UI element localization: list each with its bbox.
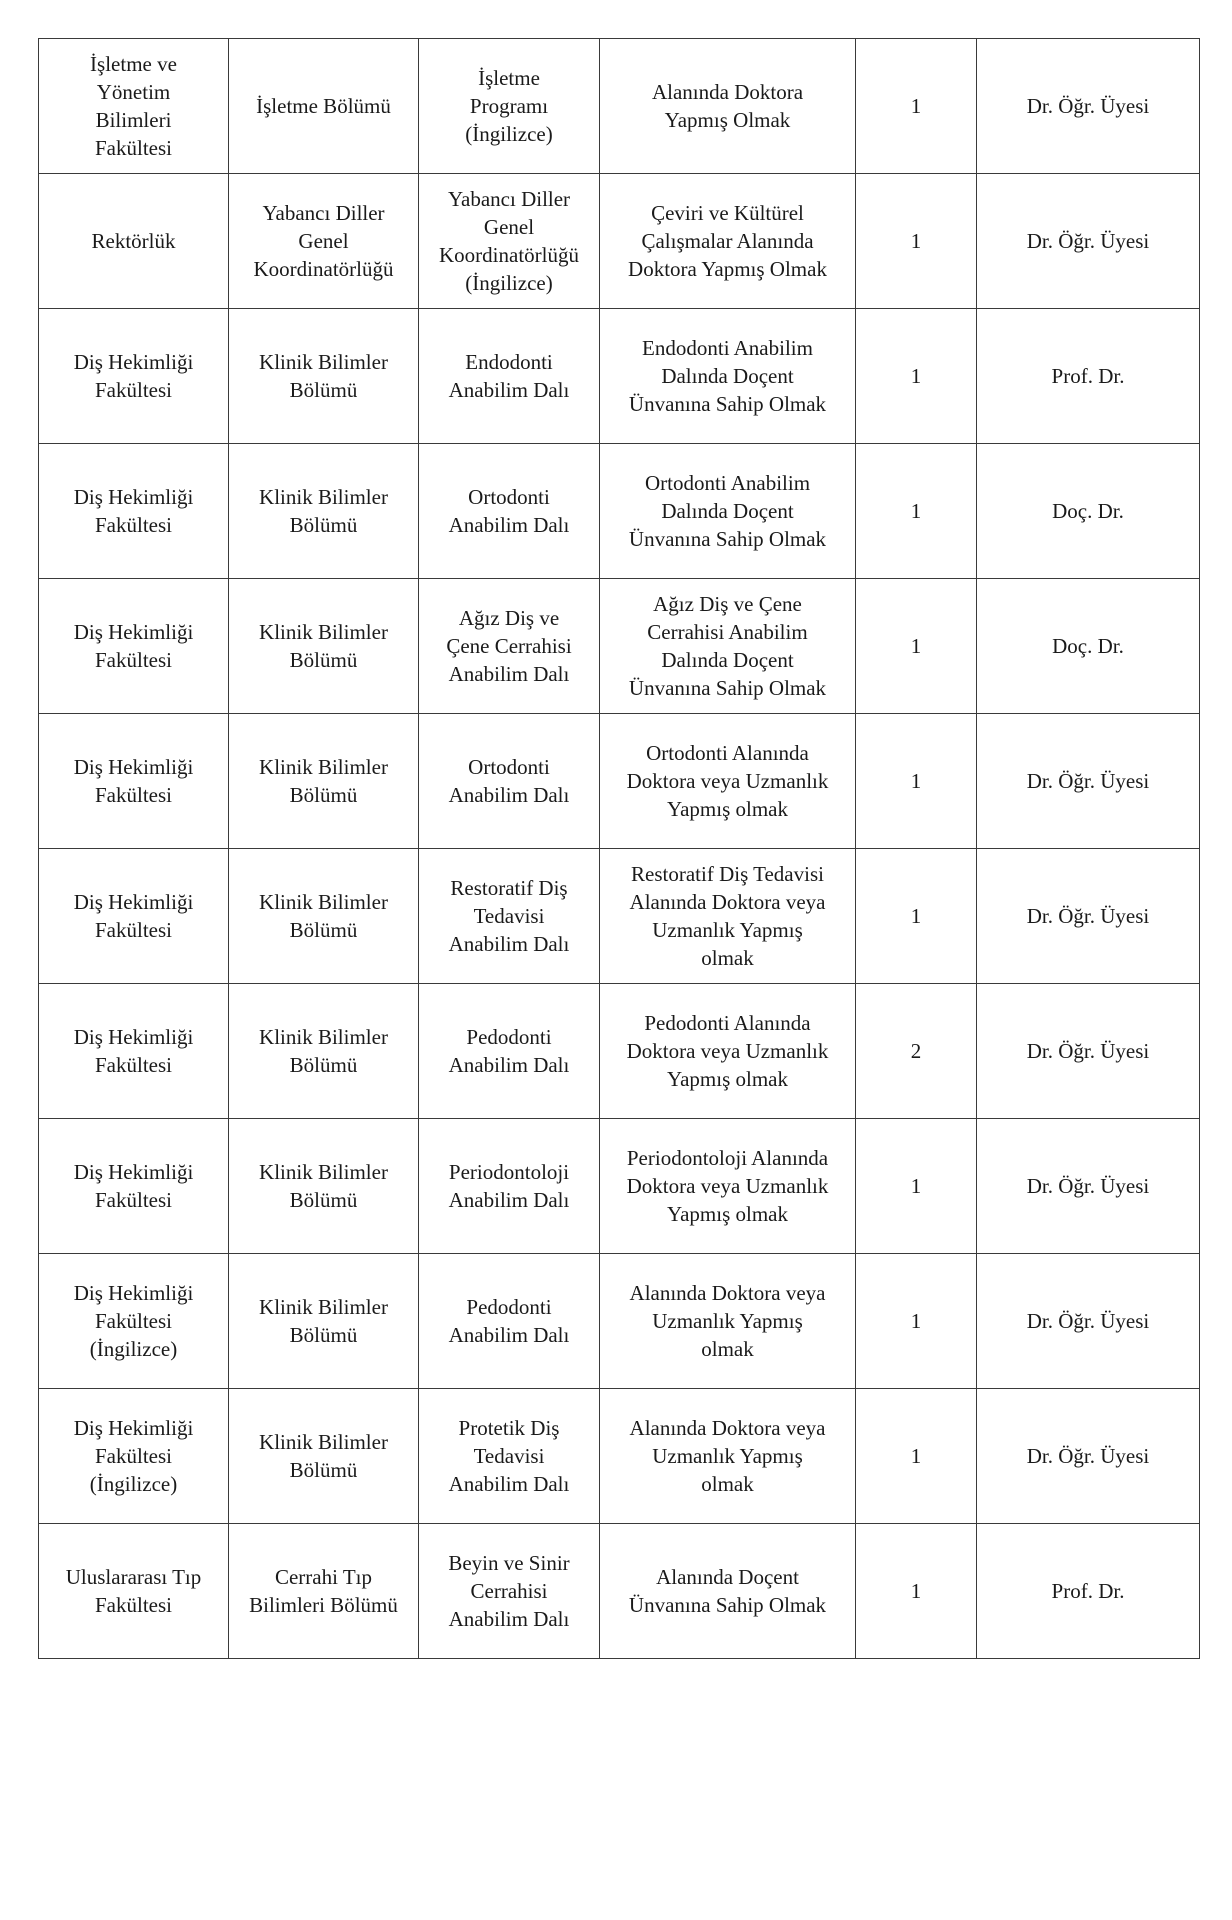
position-count-cell-text: 1 (910, 1309, 922, 1333)
position-count-cell-text: 1 (910, 1579, 922, 1603)
program-cell (419, 39, 600, 174)
program-cell (419, 1389, 600, 1524)
requirement-cell (600, 1524, 856, 1659)
requirement-cell-text: Pedodonti Alanında Doktora veya Uzmanlık Yapmış olmak (626, 1011, 829, 1091)
position-count-cell-text: 1 (910, 229, 922, 253)
table-row (39, 1389, 1200, 1524)
requirement-cell-text: Restoratif Diş Tedavisi Alanında Doktora veya Uzmanlık Yapmış olmak (629, 862, 826, 970)
faculty-cell-text: Diş Hekimliği Fakültesi (73, 485, 194, 537)
program-cell (419, 714, 600, 849)
department-cell (229, 579, 419, 714)
faculty-cell-text: Uluslararası Tıp Fakültesi (65, 1565, 202, 1617)
table-row (39, 1524, 1200, 1659)
requirement-cell (600, 39, 856, 174)
department-cell (229, 849, 419, 984)
table-row (39, 444, 1200, 579)
requirement-cell (600, 1254, 856, 1389)
department-cell-text: Yabancı Diller Genel Koordinatörlüğü (253, 201, 394, 281)
requirement-cell-text: Ortodonti Anabilim Dalında Doçent Ünvanına Sahip Olmak (628, 471, 827, 551)
program-cell-text: İşletme Programı (İngilizce) (465, 66, 553, 146)
academic-title-cell (977, 579, 1200, 714)
program-cell-text: Ağız Diş ve Çene Cerrahisi Anabilim Dalı (446, 606, 572, 686)
academic-title-cell-text: Prof. Dr. (1051, 364, 1125, 388)
table-row (39, 714, 1200, 849)
academic-title-cell (977, 1389, 1200, 1524)
academic-title-cell-text: Doç. Dr. (1052, 499, 1124, 523)
department-cell (229, 984, 419, 1119)
requirement-cell-text: Ortodonti Alanında Doktora veya Uzmanlık Yapmış olmak (626, 741, 829, 821)
department-cell-text: Cerrahi Tıp Bilimleri Bölümü (249, 1565, 398, 1617)
program-cell-text: Pedodonti Anabilim Dalı (448, 1295, 570, 1347)
academic-title-cell (977, 39, 1200, 174)
department-cell-text: İşletme Bölümü (256, 94, 391, 118)
program-cell (419, 1119, 600, 1254)
faculty-cell (39, 309, 229, 444)
table-row (39, 1254, 1200, 1389)
program-cell-text: Endodonti Anabilim Dalı (448, 350, 570, 402)
academic-title-cell (977, 714, 1200, 849)
requirement-cell (600, 579, 856, 714)
program-cell (419, 849, 600, 984)
department-cell-text: Klinik Bilimler Bölümü (259, 620, 388, 672)
department-cell-text: Klinik Bilimler Bölümü (259, 1160, 388, 1212)
faculty-cell (39, 1524, 229, 1659)
requirement-cell-text: Ağız Diş ve Çene Cerrahisi Anabilim Dalında Doçent Ünvanına Sahip Olmak (628, 592, 827, 700)
position-count-cell (856, 39, 977, 174)
table-body (39, 39, 1200, 1659)
department-cell-text: Klinik Bilimler Bölümü (259, 485, 388, 537)
academic-title-cell-text: Dr. Öğr. Üyesi (1026, 769, 1150, 793)
academic-title-cell (977, 984, 1200, 1119)
department-cell (229, 39, 419, 174)
requirement-cell-text: Alanında Doktora veya Uzmanlık Yapmış olmak (629, 1416, 826, 1496)
position-count-cell (856, 309, 977, 444)
academic-title-cell (977, 1254, 1200, 1389)
program-cell (419, 1254, 600, 1389)
position-count-cell (856, 174, 977, 309)
position-count-cell-text: 1 (910, 769, 922, 793)
requirement-cell (600, 1389, 856, 1524)
program-cell (419, 444, 600, 579)
academic-title-cell (977, 309, 1200, 444)
academic-title-cell-text: Dr. Öğr. Üyesi (1026, 1309, 1150, 1333)
faculty-cell-text: Diş Hekimliği Fakültesi (73, 1025, 194, 1077)
program-cell (419, 174, 600, 309)
position-count-cell-text: 1 (910, 1444, 922, 1468)
position-count-cell-text: 1 (910, 499, 922, 523)
department-cell-text: Klinik Bilimler Bölümü (259, 1430, 388, 1482)
position-count-cell (856, 1524, 977, 1659)
faculty-cell-text: Diş Hekimliği Fakültesi (73, 755, 194, 807)
requirement-cell (600, 444, 856, 579)
table-row (39, 174, 1200, 309)
faculty-cell-text: Diş Hekimliği Fakültesi (73, 620, 194, 672)
department-cell (229, 1119, 419, 1254)
program-cell-text: Ortodonti Anabilim Dalı (448, 755, 570, 807)
table-row (39, 984, 1200, 1119)
position-count-cell (856, 849, 977, 984)
faculty-cell (39, 1119, 229, 1254)
requirement-cell-text: Alanında Doktora Yapmış Olmak (651, 80, 804, 132)
academic-title-cell (977, 444, 1200, 579)
position-count-cell (856, 1119, 977, 1254)
requirement-cell (600, 984, 856, 1119)
requirement-cell-text: Alanında Doktora veya Uzmanlık Yapmış olmak (629, 1281, 826, 1361)
faculty-cell (39, 984, 229, 1119)
program-cell (419, 309, 600, 444)
requirement-cell-text: Endodonti Anabilim Dalında Doçent Ünvanına Sahip Olmak (628, 336, 827, 416)
table-row (39, 1119, 1200, 1254)
department-cell (229, 1389, 419, 1524)
table-row (39, 579, 1200, 714)
program-cell-text: Pedodonti Anabilim Dalı (448, 1025, 570, 1077)
program-cell (419, 984, 600, 1119)
faculty-cell-text: Diş Hekimliği Fakültesi (İngilizce) (73, 1281, 194, 1361)
program-cell-text: Beyin ve Sinir Cerrahisi Anabilim Dalı (448, 1551, 570, 1631)
faculty-position-table (38, 38, 1200, 1659)
program-cell-text: Periodontoloji Anabilim Dalı (448, 1160, 570, 1212)
department-cell-text: Klinik Bilimler Bölümü (259, 1295, 388, 1347)
position-count-cell (856, 1389, 977, 1524)
faculty-cell (39, 849, 229, 984)
table-row (39, 309, 1200, 444)
department-cell-text: Klinik Bilimler Bölümü (259, 350, 388, 402)
position-count-cell-text: 1 (910, 364, 922, 388)
faculty-cell (39, 1389, 229, 1524)
department-cell (229, 1254, 419, 1389)
requirement-cell-text: Periodontoloji Alanında Doktora veya Uzmanlık Yapmış olmak (626, 1146, 829, 1226)
position-count-cell (856, 444, 977, 579)
department-cell-text: Klinik Bilimler Bölümü (259, 890, 388, 942)
academic-title-cell (977, 1524, 1200, 1659)
table-row (39, 849, 1200, 984)
academic-title-cell (977, 174, 1200, 309)
academic-title-cell-text: Dr. Öğr. Üyesi (1026, 1444, 1150, 1468)
position-count-cell (856, 1254, 977, 1389)
academic-title-cell-text: Dr. Öğr. Üyesi (1026, 1039, 1150, 1063)
program-cell-text: Restoratif Diş Tedavisi Anabilim Dalı (448, 876, 570, 956)
faculty-cell-text: İşletme ve Yönetim Bilimleri Fakültesi (90, 52, 177, 160)
academic-title-cell-text: Prof. Dr. (1051, 1579, 1125, 1603)
faculty-cell (39, 174, 229, 309)
position-count-cell (856, 984, 977, 1119)
position-count-cell-text: 1 (910, 634, 922, 658)
requirement-cell (600, 849, 856, 984)
position-count-cell-text: 1 (910, 904, 922, 928)
faculty-cell-text: Diş Hekimliği Fakültesi (73, 350, 194, 402)
position-count-cell-text: 1 (910, 94, 922, 118)
faculty-cell (39, 444, 229, 579)
academic-title-cell-text: Dr. Öğr. Üyesi (1026, 904, 1150, 928)
program-cell-text: Protetik Diş Tedavisi Anabilim Dalı (448, 1416, 570, 1496)
position-count-cell-text: 1 (910, 1174, 922, 1198)
program-cell-text: Yabancı Diller Genel Koordinatörlüğü (İngilizce) (439, 187, 579, 295)
position-count-cell (856, 714, 977, 849)
requirement-cell (600, 174, 856, 309)
position-count-cell-text: 2 (910, 1039, 922, 1063)
requirement-cell (600, 714, 856, 849)
program-cell (419, 1524, 600, 1659)
faculty-cell (39, 714, 229, 849)
faculty-cell (39, 39, 229, 174)
requirement-cell (600, 1119, 856, 1254)
academic-title-cell (977, 1119, 1200, 1254)
department-cell (229, 174, 419, 309)
faculty-cell-text: Diş Hekimliği Fakültesi (İngilizce) (73, 1416, 194, 1496)
department-cell (229, 1524, 419, 1659)
program-cell-text: Ortodonti Anabilim Dalı (448, 485, 570, 537)
department-cell (229, 444, 419, 579)
academic-title-cell-text: Doç. Dr. (1052, 634, 1124, 658)
faculty-cell-text: Rektörlük (91, 229, 176, 253)
faculty-cell-text: Diş Hekimliği Fakültesi (73, 890, 194, 942)
requirement-cell-text: Çeviri ve Kültürel Çalışmalar Alanında Doktora Yapmış Olmak (628, 201, 827, 281)
position-count-cell (856, 579, 977, 714)
department-cell-text: Klinik Bilimler Bölümü (259, 755, 388, 807)
faculty-cell-text: Diş Hekimliği Fakültesi (73, 1160, 194, 1212)
academic-title-cell-text: Dr. Öğr. Üyesi (1026, 229, 1150, 253)
requirement-cell (600, 309, 856, 444)
table-row (39, 39, 1200, 174)
academic-title-cell (977, 849, 1200, 984)
requirement-cell-text: Alanında Doçent Ünvanına Sahip Olmak (628, 1565, 827, 1617)
faculty-cell (39, 1254, 229, 1389)
department-cell (229, 714, 419, 849)
department-cell-text: Klinik Bilimler Bölümü (259, 1025, 388, 1077)
academic-title-cell-text: Dr. Öğr. Üyesi (1026, 1174, 1150, 1198)
academic-title-cell-text: Dr. Öğr. Üyesi (1026, 94, 1150, 118)
department-cell (229, 309, 419, 444)
program-cell (419, 579, 600, 714)
faculty-cell (39, 579, 229, 714)
